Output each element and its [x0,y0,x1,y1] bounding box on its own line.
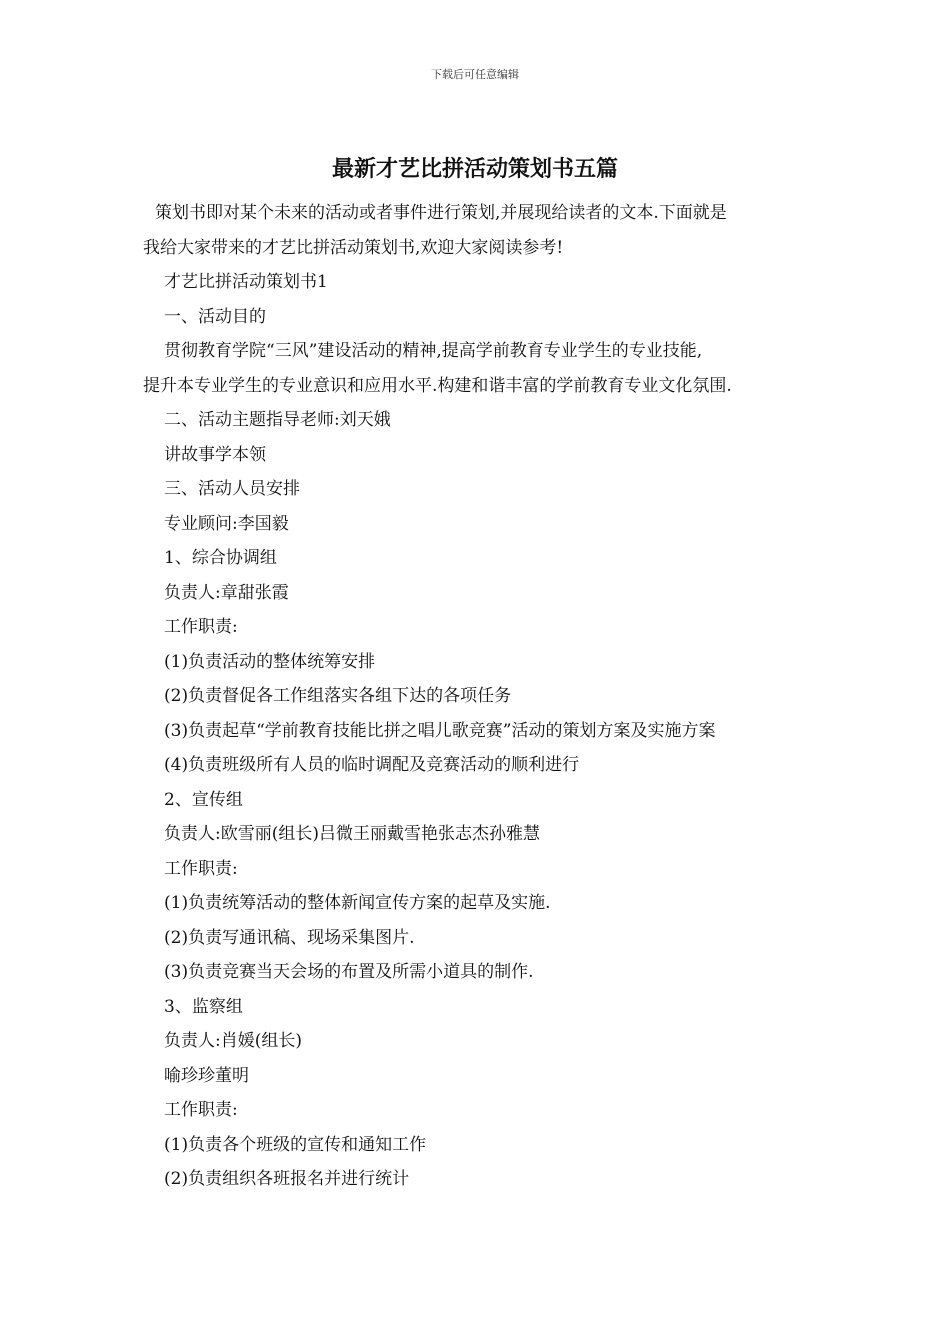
group-members: 喻珍珍董明 [164,1065,249,1086]
group-duty-label: 工作职责: [164,1100,238,1120]
group-name: 2、宣传组 [164,789,243,810]
group-duty-label: 工作职责: [164,617,238,637]
page-header-note: 下载后可任意编辑 [431,68,519,81]
group-duty-item: (1)负责各个班级的宣传和通知工作 [164,1134,427,1155]
group-duty-item: (3)负责起草“学前教育技能比拼之唱儿歌竞赛”活动的策划方案及实施方案 [164,720,716,741]
group-duty-label: 工作职责: [164,858,238,879]
group-duty-item: (1)负责统筹活动的整体新闻宣传方案的起草及实施. [164,893,551,913]
section-title: 才艺比拼活动策划书1 [164,272,328,292]
group-duty-item: (4)负责班级所有人员的临时调配及竞赛活动的顺利进行 [164,755,580,775]
group-leader: 负责人:章甜张霞 [164,582,289,603]
group-leader: 负责人:欧雪丽(组长)吕微王丽戴雪艳张志杰孙雅慧 [164,824,540,844]
group-duty-item: (2)负责写通讯稿、现场采集图片. [164,927,415,948]
group-duty-item: (3)负责竞赛当天会场的布置及所需小道具的制作. [164,962,534,982]
group-name: 3、监察组 [164,996,243,1017]
staff-heading: 三、活动人员安排 [164,479,300,499]
group-duty-item: (2)负责组织各班报名并进行统计 [164,1169,410,1189]
purpose-line-2: 提升本专业学生的专业意识和应用水平.构建和谐丰富的学前教育专业文化氛围. [143,375,732,396]
intro-line-1: 策划书即对某个未来的活动或者事件进行策划,并展现给读者的文本.下面就是 [155,203,727,223]
document-title: 最新才艺比拼活动策划书五篇 [331,156,618,182]
document-body [143,196,818,1197]
group-duty-item: (1)负责活动的整体统筹安排 [164,651,376,672]
theme-line: 讲故事学本领 [164,444,266,465]
staff-advisor: 专业顾问:李国毅 [164,513,289,534]
theme-heading: 二、活动主题指导老师:刘天娥 [164,410,391,430]
group-name: 1、综合协调组 [164,548,277,568]
group-leader: 负责人:肖媛(组长) [164,1031,302,1051]
intro-line-2: 我给大家带来的才艺比拼活动策划书,欢迎大家阅读参考! [143,237,564,258]
purpose-line-1: 贯彻教育学院“三风”建设活动的精神,提高学前教育专业学生的专业技能, [164,341,703,361]
group-duty-item: (2)负责督促各工作组落实各组下达的各项任务 [164,686,512,706]
purpose-heading: 一、活动目的 [164,306,266,327]
